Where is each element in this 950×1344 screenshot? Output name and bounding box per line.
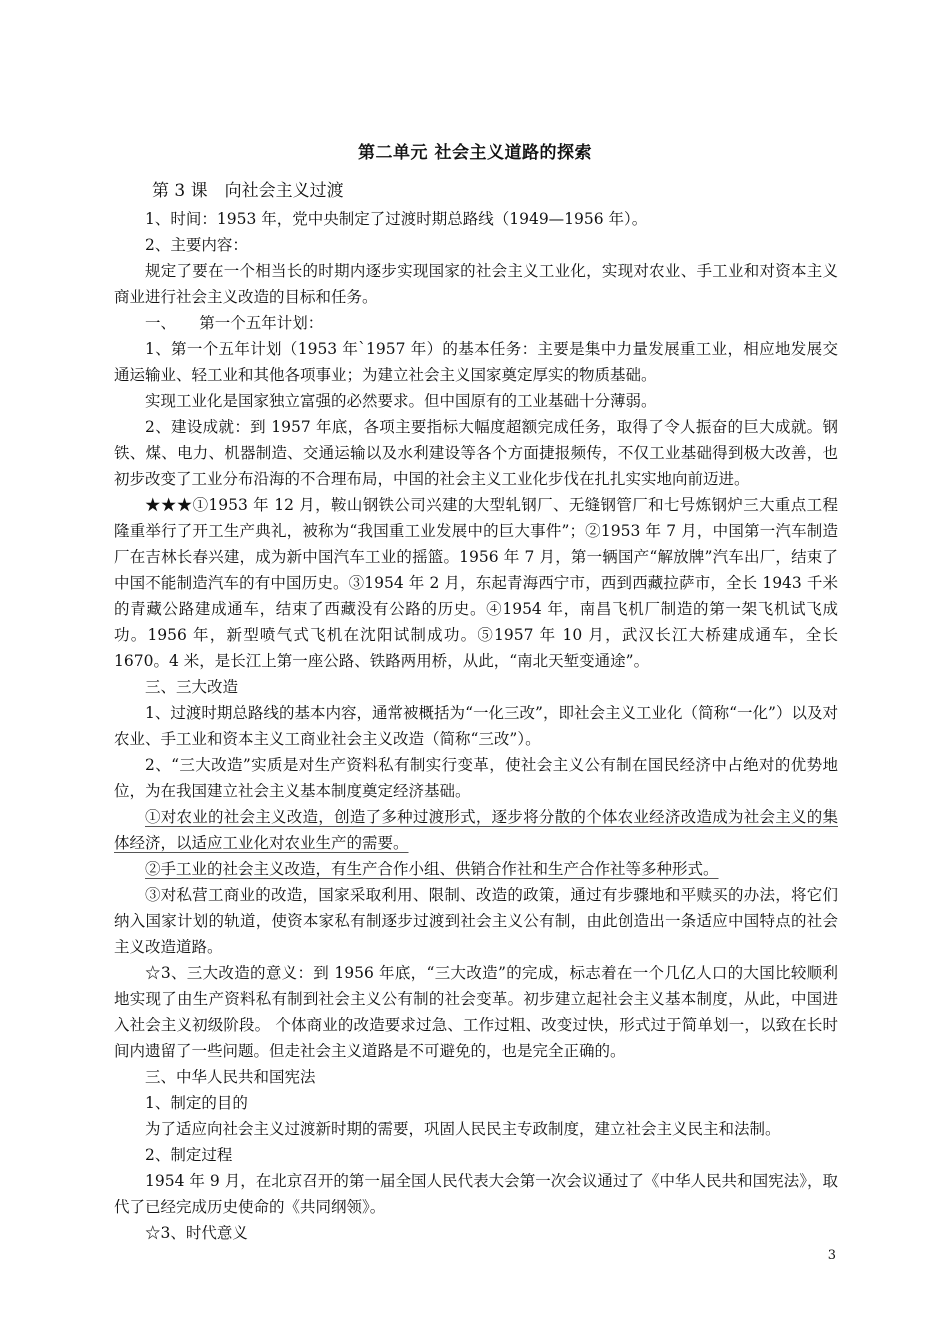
paragraph: 实现工业化是国家独立富强的必然要求。但中国原有的工业基础十分薄弱。 <box>145 392 657 410</box>
paragraph: 2、建设成就：到 1957 年底，各项主要指标大幅度超额完成任务，取得了令人振奋的巨大成就。钢铁、煤、电力、机器制造、交通运输以及水利建设等各个方面捷报频传，不仅工业基础得到极大改善，也初步改变了工业分布沿海的不合理布局，中国的社会主义工业化步伐在扎扎实实地向前迈进。 <box>114 418 838 488</box>
paragraph: ☆3、三大改造的意义：到 1956 年底，“三大改造”的完成，标志着在一个几亿人口的大国比较顺利地实现了由生产资料私有制到社会主义公有制的社会变革。初步建立起社会主义基本制度，从此，中国进入社会主义初级阶段。 个体商业的改造要求过急、工作过粗、改变过快，形式过于简单划一，以致在长时间内遗留了一些问题。但走社会主义道路是不可避免的，也是完全正确的。 <box>114 964 838 1060</box>
paragraph: 规定了要在一个相当长的时期内逐步实现国家的社会主义工业化，实现对农业、手工业和对资本主义商业进行社会主义改造的目标和任务。 <box>114 262 838 306</box>
paragraph: ☆3、时代意义 <box>145 1224 248 1242</box>
paragraph: 2、主要内容： <box>145 236 248 254</box>
paragraph: 1、时间：1953 年，党中央制定了过渡时期总路线（1949—1956 年）。 <box>145 210 648 228</box>
paragraph: 1954 年 9 月，在北京召开的第一届全国人民代表大会第一次会议通过了《中华人民共和国宪法》，取代了已经完成历史使命的《共同纲领》。 <box>114 1172 838 1216</box>
paragraph <box>114 856 838 882</box>
lesson-heading: 第 3 课 向社会主义过渡 <box>152 181 344 201</box>
document-body <box>114 176 838 1246</box>
paragraph: 2、“三大改造”实质是对生产资料私有制实行变革，使社会主义公有制在国民经济中占绝对的优势地位，为在我国建立社会主义基本制度奠定经济基础。 <box>114 756 838 800</box>
section-heading: 三、中华人民共和国宪法 <box>145 1068 316 1086</box>
paragraph: 1、制定的目的 <box>145 1094 248 1112</box>
unit-title: 第二单元 社会主义道路的探索 <box>358 143 592 163</box>
paragraph: ③对私营工商业的改造，国家采取利用、限制、改造的政策，通过有步骤地和平赎买的办法，将它们纳入国家计划的轨道，使资本家私有制逐步过渡到社会主义公有制，由此创造出一条适应中国特点的社会主义改造道路。 <box>114 886 838 956</box>
underlined-text: ②手工业的社会主义改造，有生产合作小组、供销合作社和生产合作社等多种形式。 <box>145 860 719 878</box>
paragraph: 2、制定过程 <box>145 1146 233 1164</box>
paragraph: ★★★①1953 年 12 月，鞍山钢铁公司兴建的大型轧钢厂、无缝钢管厂和七号炼钢炉三大重点工程隆重举行了开工生产典礼，被称为“我国重工业发展中的巨大事件”；②1953 年 7 月，中国第一汽车制造厂在吉林长春兴建，成为新中国汽车工业的摇篮。1956 年 7 月，第一辆国产“解放牌”汽车出厂，结束了中国不能制造汽车的有中国历史。③1954 年 2 月，东起青海西宁市，西到西藏拉萨市，全长 1943 千米的青藏公路建成通车，结束了西藏没有公路的历史。④1954 年，南昌飞机厂制造的第一架飞机试飞成功。1956 年，新型喷气式飞机在沈阳试制成功。⑤1957 年 10 月，武汉长江大桥建成通车，全长 1670。4 米，是长江上第一座公路、铁路两用桥，从此，“南北天堑变通途”。 <box>114 496 838 670</box>
paragraph: 为了适应向社会主义过渡新时期的需要，巩固人民民主专政制度，建立社会主义民主和法制。 <box>145 1120 781 1138</box>
page-number: 3 <box>827 1248 836 1263</box>
underlined-text: ①对农业的社会主义改造，创造了多种过渡形式，逐步将分散的个体农业经济改造成为社会主义的集体经济，以适应工业化对农业生产的需要。 <box>114 808 838 852</box>
section-heading: 一、 第一个五年计划： <box>145 314 324 332</box>
section-heading: 三、三大改造 <box>145 678 239 696</box>
paragraph: 1、第一个五年计划（1953 年`1957 年）的基本任务：主要是集中力量发展重工业，相应地发展交通运输业、轻工业和其他各项事业；为建立社会主义国家奠定厚实的物质基础。 <box>114 340 838 384</box>
paragraph: 1、过渡时期总路线的基本内容，通常被概括为“一化三改”，即社会主义工业化（简称“一化”）以及对农业、手工业和资本主义工商业社会主义改造（简称“三改”）。 <box>114 704 838 748</box>
paragraph <box>114 804 838 856</box>
